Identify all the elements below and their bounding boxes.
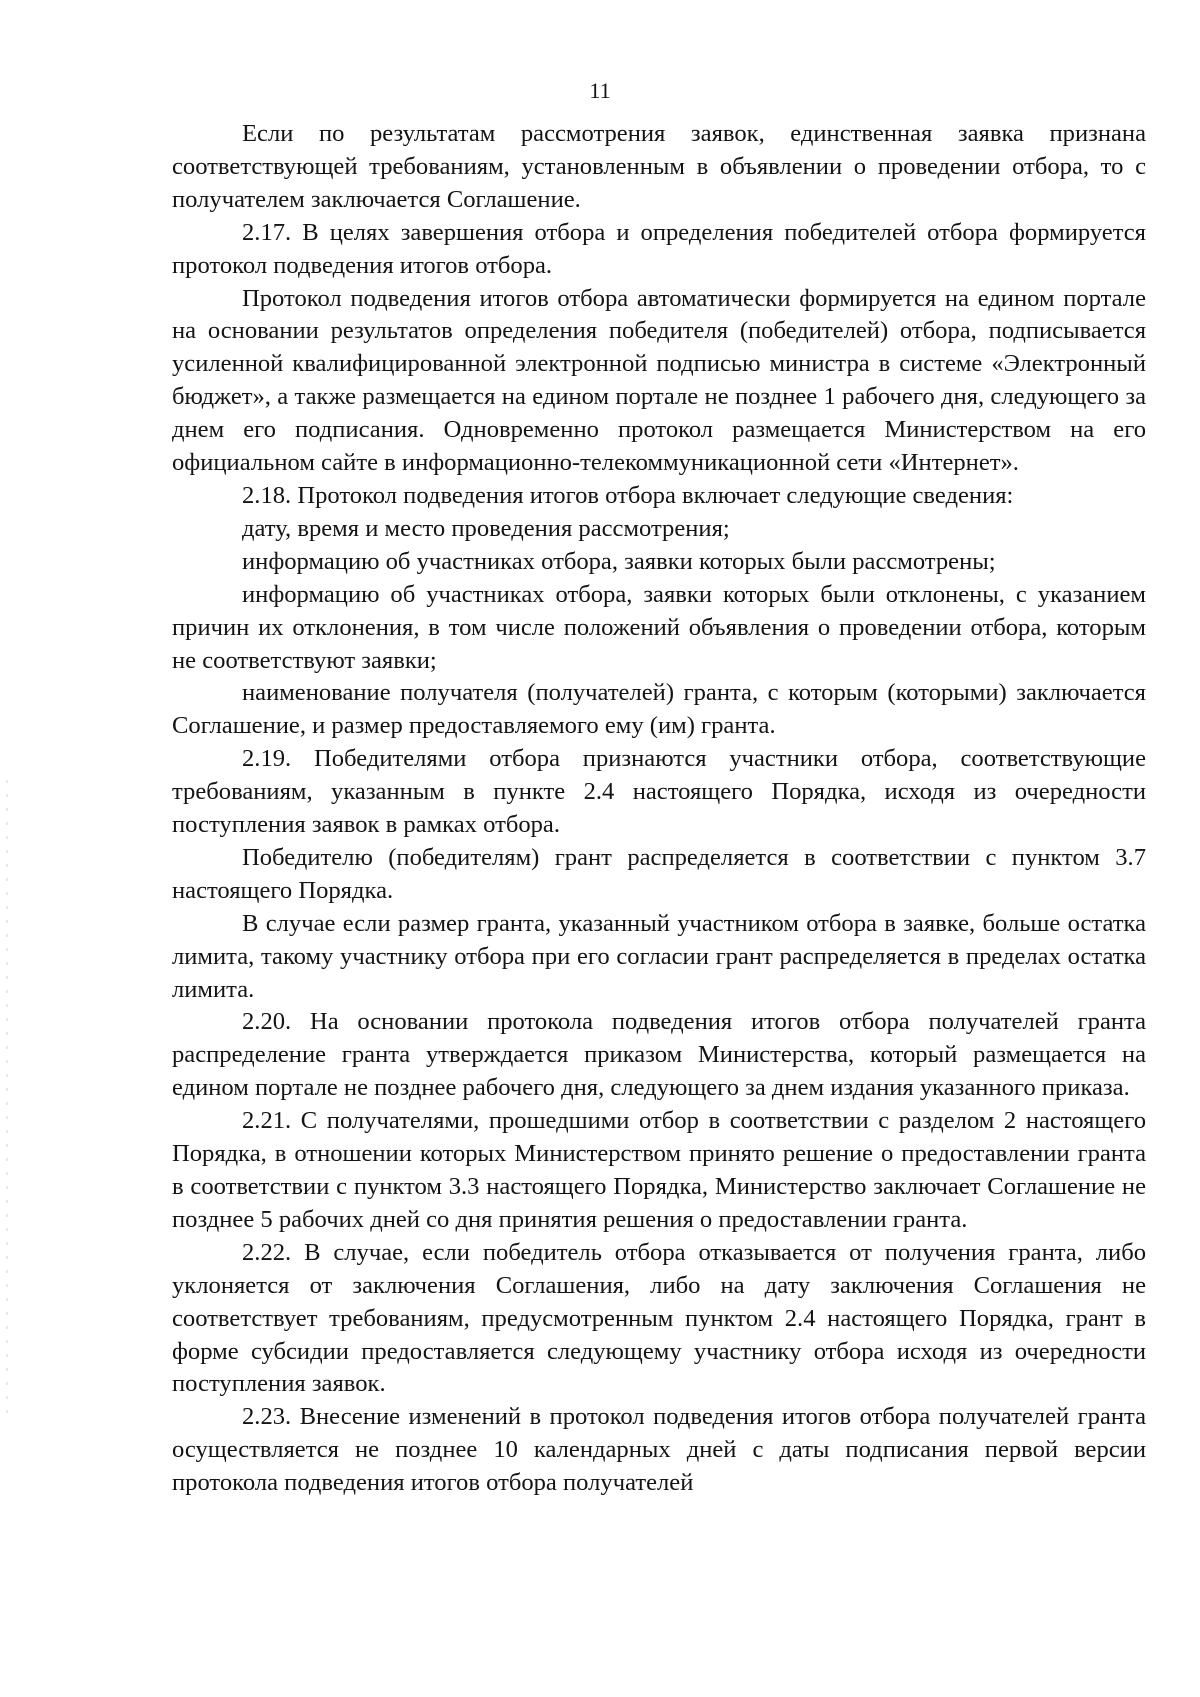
paragraph-2-18: 2.18. Протокол подведения итогов отбора включает следующие сведения:	[242, 481, 1014, 509]
paragraph-2-21: 2.21. С получателями, прошедшими отбор в соответствии с разделом 2 настоящего Порядка, в отношении которых Министерством принято решение о предоставлении гранта в соответствии с пунктом 3.3 настоящего Порядка, Министерство заключает Соглашение не позднее 5 рабочих дней со дня принятия решения о предоставлении гранта.	[172, 1107, 1146, 1233]
scan-margin-marks	[6, 780, 8, 1420]
page-number: 11	[589, 78, 611, 103]
paragraph-2-23: 2.23. Внесение изменений в протокол подведения итогов отбора получателей гранта осуществляется не позднее 10 календарных дней с даты подписания первой версии протокола подведения итогов отбора получателей	[172, 1403, 1146, 1497]
paragraph-2-17: 2.17. В целях завершения отбора и определения победителей отбора формируется протокол подведения итогов отбора.	[172, 218, 1146, 279]
list-item-reviewed-participants: информацию об участниках отбора, заявки которых были рассмотрены;	[242, 547, 996, 575]
list-item-date-time-place: дату, время и место проведения рассмотрения;	[242, 514, 730, 542]
paragraph-2-22: 2.22. В случае, если победитель отбора отказывается от получения гранта, либо уклоняется от заключения Соглашения, либо на дату заключения Соглашения не соответствует требованиям, предусмотренным пунктом 2.4 настоящего Порядка, грант в форме субсидии предоставляется следующему участнику отбора исходя из очередности поступления заявок.	[172, 1238, 1146, 1398]
paragraph-protocol-formation: Протокол подведения итогов отбора автоматически формируется на едином портале на основании результатов определения победителя (победителей) отбора, подписывается усиленной квалифицированной электронной подписью министра в системе «Электронный бюджет», а также размещается на едином портале не позднее 1 рабочего дня, следующего за днем его подписания. Одновременно протокол размещается Министерством на его официальном сайте в информационно-телекоммуникационной сети «Интернет».	[172, 284, 1146, 477]
document-body	[172, 118, 1146, 1500]
paragraph-2-20: 2.20. На основании протокола подведения итогов отбора получателей гранта распределение гранта утверждается приказом Министерства, который размещается на едином портале не позднее рабочего дня, следующего за днем издания указанного приказа.	[172, 1008, 1146, 1102]
paragraph-2-19: 2.19. Победителями отбора признаются участники отбора, соответствующие требованиям, указанным в пункте 2.4 настоящего Порядка, исходя из очередности поступления заявок в рамках отбора.	[172, 745, 1146, 839]
paragraph-limit-remainder: В случае если размер гранта, указанный участником отбора в заявке, больше остатка лимита, такому участнику отбора при его согласии грант распределяется в пределах остатка лимита.	[172, 909, 1146, 1003]
paragraph-single-application: Если по результатам рассмотрения заявок, единственная заявка признана соответствующей требованиям, установленным в объявлении о проведении отбора, то с получателем заключается Соглашение.	[172, 120, 1146, 213]
paragraph-grant-distribution: Победителю (победителям) грант распределяется в соответствии с пунктом 3.7 настоящего Порядка.	[172, 843, 1146, 904]
list-item-recipient-name: наименование получателя (получателей) гранта, с которым (которыми) заключается Соглашение, и размер предоставляемого ему (им) гранта.	[172, 679, 1146, 740]
list-item-rejected-participants: информацию об участниках отбора, заявки которых были отклонены, с указанием причин их отклонения, в том числе положений объявления о проведении отбора, которым не соответствуют заявки;	[172, 580, 1146, 674]
